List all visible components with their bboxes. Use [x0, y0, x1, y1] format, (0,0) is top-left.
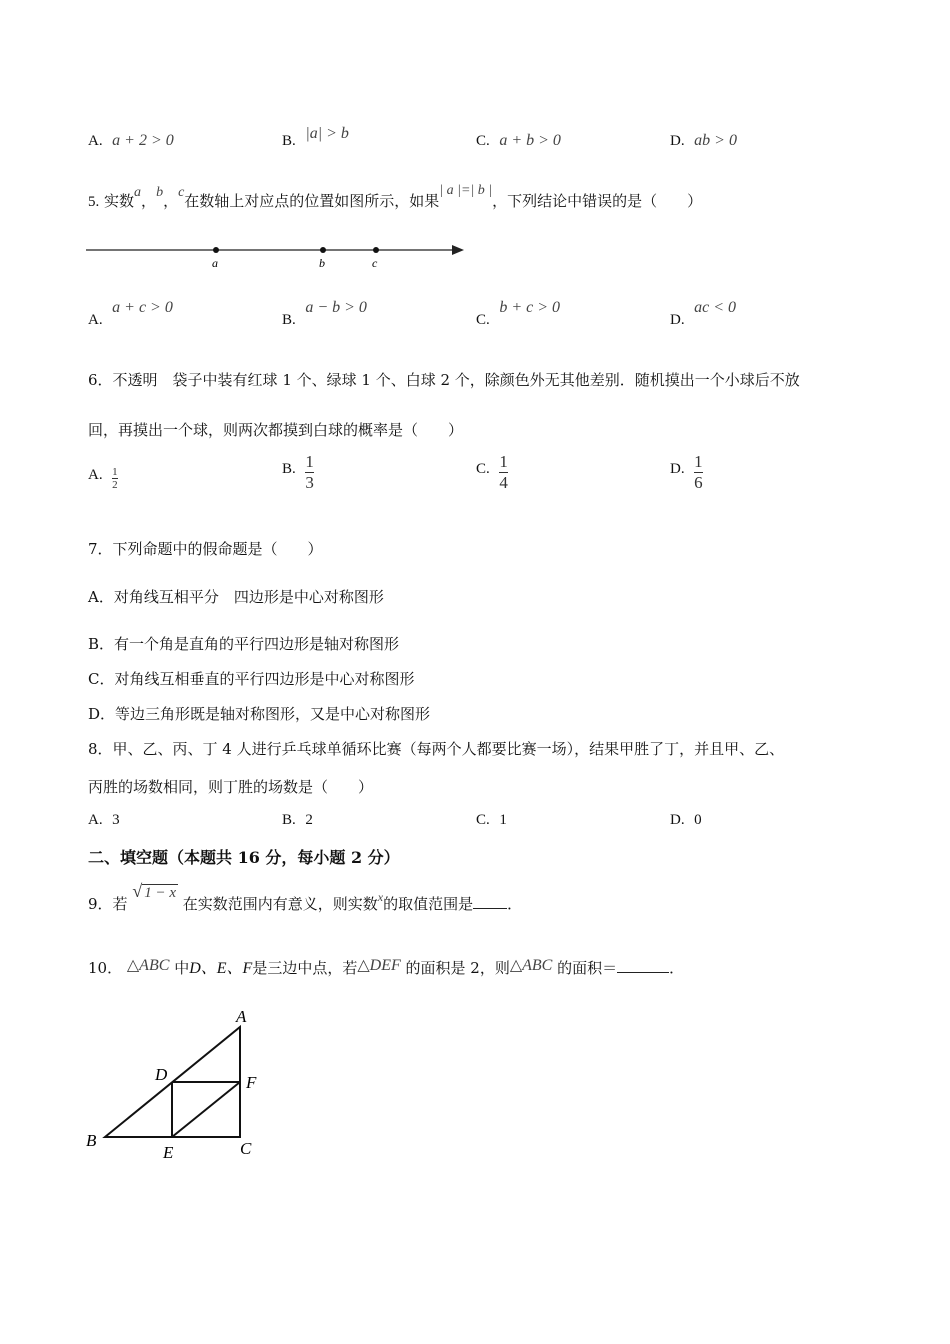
q4-option-b-expr: |a| > b	[305, 125, 349, 142]
vertex-b-label: B	[86, 1131, 97, 1150]
q8-line2: 丙胜的场数相同，则丁胜的场数是（ ）	[88, 778, 374, 796]
point-d-label: D	[155, 1065, 168, 1084]
q6-option-c: C. $\frac{1}{4}$	[476, 452, 508, 492]
q5-option-a: A. a + c > 0	[88, 299, 173, 328]
q7-option-c: C．对角线互相垂直的平行四边形是中心对称图形	[88, 670, 415, 688]
vertex-c-label: C	[240, 1139, 252, 1158]
point-a-dot	[213, 247, 219, 253]
q7-option-a: A．对角线互相平分 四边形是中心对称图形	[88, 588, 384, 606]
q6-option-d: D. $\frac{1}{6}$	[670, 452, 703, 492]
q9-stem: 9．若 √ 1 − x 在实数范围内有意义，则实数$^x$的取值范围是 ．	[88, 881, 523, 913]
q4-option-a: A. a + 2 > 0	[88, 132, 174, 149]
q5-option-c: C. b + c > 0	[476, 299, 561, 328]
q4-option-c-expr: a + b > 0	[499, 132, 561, 149]
q10-stem: 10． △ABC 中D、E、F是三边中点，若△DEF 的面积是 2，则△ABC 的面积＝ ．	[88, 957, 685, 977]
q8-option-b: B. 2	[282, 812, 313, 828]
q8-option-a: A. 3	[88, 812, 120, 828]
q10-triangle-figure	[80, 1002, 280, 1170]
q8-option-c: C. 1	[476, 812, 507, 828]
q6-option-a: A. $\frac{1}{2}$	[88, 466, 118, 491]
vertex-a-label: A	[236, 1007, 247, 1026]
point-b-label: b	[319, 256, 325, 270]
q5-option-b: B. a − b > 0	[282, 299, 367, 328]
q5-stem: 5. 实数a，b，c在数轴上对应点的位置如图所示，如果| a |=| b |，下列结论中错误的是（ ）	[88, 183, 703, 210]
q4-option-b: B. |a| > b	[282, 125, 349, 149]
point-a-label: a	[212, 256, 218, 270]
segment-ef	[172, 1082, 240, 1137]
q5-option-d: D. ac < 0	[670, 299, 737, 328]
q5-number-line	[84, 238, 474, 272]
q5-condition: | a |=| b |	[439, 183, 493, 198]
q7-option-d: D．等边三角形既是轴对称图形，又是中心对称图形	[88, 705, 431, 723]
q9-answer-blank[interactable]	[473, 908, 507, 909]
q7-option-b: B．有一个角是直角的平行四边形是轴对称图形	[88, 635, 400, 653]
point-c-dot	[373, 247, 379, 253]
point-b-dot	[320, 247, 326, 253]
q4-option-a-expr: a + 2 > 0	[112, 132, 174, 149]
sqrt-expression: √ 1 − x	[132, 881, 176, 901]
q6-line1: 6．不透明 袋子中装有红球 1 个、绿球 1 个、白球 2 个，除颜色外无其他差别．随机摸出一个小球后不放	[88, 371, 800, 389]
point-e-label: E	[163, 1143, 174, 1162]
q8-option-d: D. 0	[670, 812, 702, 828]
point-f-label: F	[246, 1073, 257, 1092]
q6-line2: 回，再摸出一个球，则两次都摸到白球的概率是（ ）	[88, 421, 464, 439]
q6-option-b: B. $\frac{1}{3}$	[282, 452, 314, 492]
q4-option-d: D. ab > 0	[670, 132, 737, 149]
section2-heading: 二、填空题（本题共 16 分，每小题 2 分）	[88, 848, 400, 867]
q4-option-c: C. a + b > 0	[476, 132, 561, 149]
q7-stem: 7．下列命题中的假命题是（ ）	[88, 540, 323, 558]
q10-answer-blank[interactable]	[617, 972, 669, 973]
q4-option-d-expr: ab > 0	[694, 132, 737, 149]
number-line-arrow	[452, 245, 464, 255]
point-c-label: c	[372, 256, 378, 270]
q8-line1: 8．甲、乙、丙、丁 4 人进行乒乓球单循环比赛（每两个人都要比赛一场），结果甲胜了丁，并且甲、乙、	[88, 740, 785, 758]
